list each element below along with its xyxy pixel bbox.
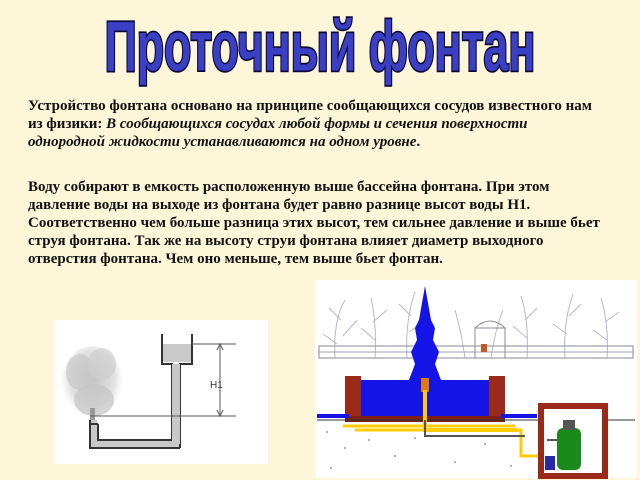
paragraph-principle-end: . — [416, 134, 421, 150]
page-title-text: Проточный фонтан — [104, 8, 536, 87]
basin-wall-right — [489, 376, 505, 420]
height-label: H1 — [210, 380, 223, 391]
paragraph-principle — [28, 97, 608, 151]
paragraph-principle-intro: Устройство фонтана основано на принципе сообщающихся сосудов известного нам из физики: — [28, 98, 592, 132]
basin-wall-left — [345, 376, 361, 420]
fountain-spray-icon — [62, 346, 122, 424]
storage-tank — [557, 428, 581, 470]
fountain-jet — [409, 286, 441, 380]
fence — [319, 321, 633, 358]
page-title — [104, 2, 536, 88]
flow-fountain-diagram — [315, 280, 637, 478]
reservoir-water — [162, 344, 192, 362]
paragraph-principle-law: В сообщающихся сосудах любой формы и сечения поверхности однородной жидкости устанавливаются на одном уровне — [28, 116, 528, 150]
trees-background — [323, 292, 619, 358]
paragraph-description: Воду собирают в емкость расположенную выше бассейна фонтана. При этом давление воды на выходе из фонтана будет равно разнице высот воды Н1. Соответственно чем больше разница этих высот, тем сильнее давление и выше бьет струя фонтана. Так же на высоту струи фонтана влияет диаметр выходного отверстия фонтана. Чем оно меньше, тем выше бьет фонтан. — [28, 179, 600, 267]
communicating-vessels-diagram — [54, 320, 268, 464]
